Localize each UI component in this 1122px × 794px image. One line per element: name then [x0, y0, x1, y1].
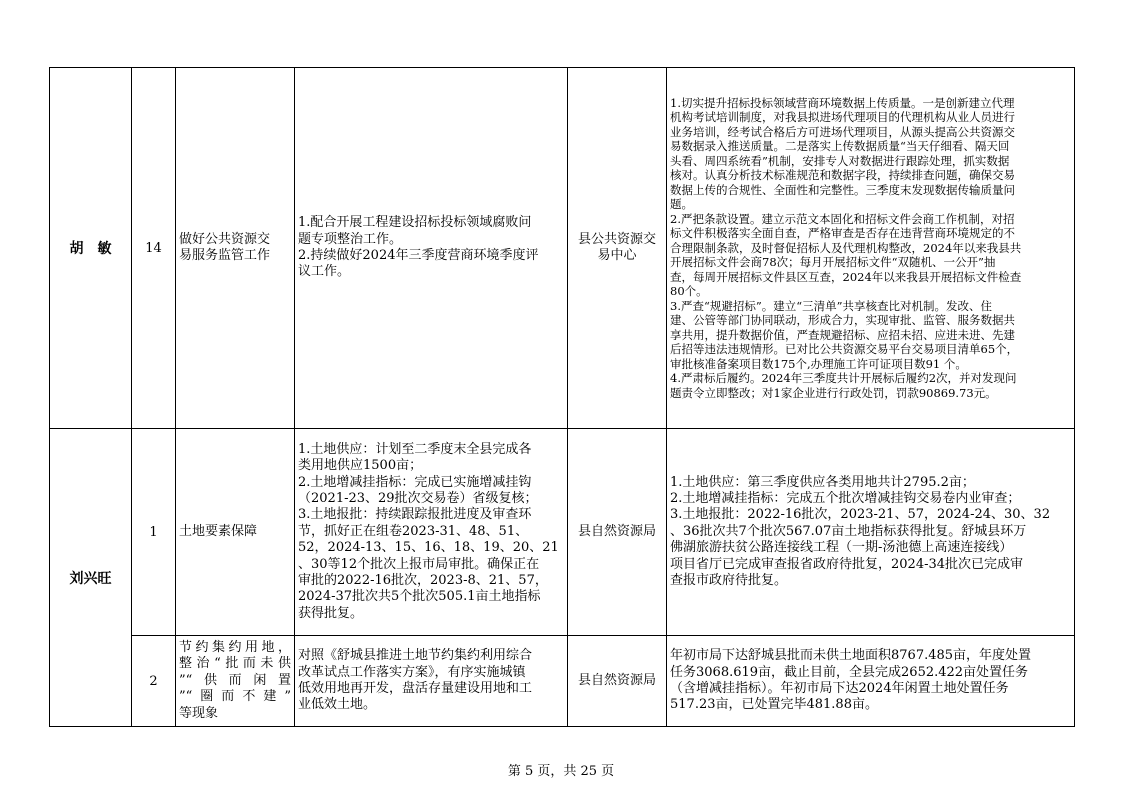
text-line: 4.严肃标后履约。2024年三季度共计开展标后履约2次，并对发现问 — [670, 371, 1017, 386]
progress-status — [667, 636, 1075, 727]
table-row — [50, 636, 1075, 727]
text-line: 后招等违法违规情形。已对比公共资源交易平台交易项目清单65个， — [670, 342, 1019, 357]
work-content — [295, 636, 568, 727]
text-line: 、36批次共7个批次567.07亩土地指标获得批复。舒城县环万 — [670, 523, 1027, 539]
text-line: 节，抓好正在组卷2023-31、48、51、 — [298, 523, 529, 539]
person-name: 刘兴旺 — [50, 429, 132, 727]
text-line: 易数据录入推送质量。二是落实上传数据质量“当天仔细看、隔天回 — [670, 139, 1010, 154]
text-line: 对照《舒城县推进土地节约集约利用综合 — [298, 648, 533, 664]
text-line: 1.配合开展工程建设招标投标领域腐败问 — [298, 215, 532, 231]
text-line: 做好公共资源交 — [179, 231, 271, 247]
item-number: 14 — [132, 68, 176, 429]
work-table — [49, 67, 1075, 727]
progress-status — [667, 429, 1075, 636]
text-line: 县公共资源交 — [577, 232, 656, 247]
table-row — [50, 68, 1075, 429]
text-line: 1.切实提升招标投标领域营商环境数据上传质量。一是创新建立代理 — [670, 95, 1015, 110]
text-line: 2.土地增减挂指标：完成五个批次增减挂钩交易卷内业审查； — [670, 490, 1021, 506]
text-line: 80个。 — [670, 284, 708, 299]
item-number: 2 — [132, 636, 176, 727]
text-line: （2021-23、29批次交易卷）省级复核； — [298, 490, 538, 506]
text-line: 题。 — [670, 197, 693, 212]
progress-status — [667, 68, 1075, 429]
text-line: 查报市政府待批复。 — [670, 573, 788, 589]
text-line: 易中心 — [597, 248, 637, 263]
text-line: 审批的2022-16批次，2023-8、21、57， — [298, 573, 548, 589]
text-line: 3.严查“规避招标”。建立“三清单”共享核查比对机制。发改、住 — [670, 298, 992, 313]
page-footer: 第 5 页，共 25 页 — [507, 764, 615, 779]
text-line: 低效用地再开发，盘活存量建设用地和工 — [298, 681, 533, 696]
text-line: 节约集约用地， — [179, 639, 291, 655]
text-line: 业低效土地。 — [298, 697, 377, 713]
text-line: 3.土地报批：2022-16批次，2023-21、57，2024-24、30、32 — [670, 507, 1051, 523]
text-line: 开展招标文件会商78次；每月开展招标文件“双随机、一公开”抽 — [670, 255, 996, 270]
text-line: 等现象 — [179, 705, 219, 721]
text-line: 2.土地增减挂指标：完成已实施增减挂钩 — [298, 474, 532, 490]
text-line: 议工作。 — [298, 264, 351, 280]
task-name — [176, 68, 295, 429]
text-line: 3.土地报批：持续跟踪报批进度及审查环 — [298, 507, 532, 523]
text-line: ”“供而闲置 — [179, 672, 291, 688]
table-row — [50, 429, 1075, 636]
text-line: 合理限制条款，及时督促招标人及代理机构整改，2024年以来我县共 — [670, 240, 1022, 255]
text-line: 项目省厅已完成审查报省政府待批复，2024-34批次已完成审 — [670, 556, 1024, 572]
responsible-unit — [568, 429, 667, 636]
text-line: 1.土地供应：第三季度供应各类用地共计2795.2亩； — [670, 474, 975, 490]
text-line: 52，2024-13、15、16、18、19、20、21 — [298, 540, 559, 556]
text-line: 任务3068.619亩，截止目前，全县完成2652.422亩处置任务 — [670, 664, 1029, 680]
text-line: 1.土地供应：计划至二季度末全县完成各 — [298, 441, 532, 457]
text-line: 类用地供应1500亩； — [298, 458, 423, 474]
text-line: 建、公管等部门协同联动，形成合力，实现审批、监管、服务数据共 — [670, 313, 1015, 328]
text-line: 查，每周开展招标文件县区互查，2024年以来我县开展招标文件检查 — [670, 269, 1022, 284]
text-line: （含增减挂指标）。年初市局下达2024年闲置土地处置任务 — [670, 681, 1009, 696]
person-name: 胡 敏 — [50, 68, 132, 429]
text-line: 年初市局下达舒城县批而未供土地面积8767.485亩，年度处置 — [670, 648, 1032, 664]
text-line: 机构考试培训制度，对我县拟进场代理项目的代理机构从业人员进行 — [670, 110, 1015, 125]
text-line: 2.严把条款设置。建立示范文本固化和招标文件会商工作机制，对招 — [670, 211, 1015, 226]
text-line: 2.持续做好2024年三季度营商环境季度评 — [298, 248, 539, 263]
task-name — [176, 636, 295, 727]
item-number: 1 — [132, 429, 176, 636]
text-line: 获得批复。 — [298, 605, 364, 621]
text-line: 土地要素保障 — [179, 523, 258, 539]
text-line: 享共用，提升数据价值，严查规避招标、应招未招、应进未进、先建 — [670, 327, 1015, 342]
text-line: 头看、周四系统看”机制，安排专人对数据进行跟踪处理，抓实数据 — [670, 153, 1010, 168]
text-line: 审批核准备案项目数175个,办理施工许可证项目数91 个。 — [670, 356, 967, 371]
text-line: 业务培训，经考试合格后方可进场代理项目，从源头提高公共资源交 — [670, 124, 1015, 139]
text-line: 县自然资源局 — [577, 673, 656, 688]
text-line: 题责令立即整改；对1家企业进行行政处罚，罚款90869.73元。 — [670, 385, 997, 400]
responsible-unit — [568, 636, 667, 727]
work-content — [295, 68, 568, 429]
text-line: 517.23亩，已处置完毕481.88亩。 — [670, 697, 878, 713]
task-name — [176, 429, 295, 636]
text-line: 数据上传的合规性、全面性和完整性。三季度末发现数据传输质量问 — [670, 182, 1015, 197]
text-line: 题专项整治工作。 — [298, 231, 403, 247]
text-line: 核对。认真分析技术标准规范和数据字段，持续排查问题，确保交易 — [670, 168, 1015, 183]
text-line: 标文件积极落实全面自查，严格审查是否存在违背营商环境规定的不 — [670, 226, 1015, 241]
text-line: 整治“批而未供 — [179, 656, 291, 672]
text-line: 易服务监管工作 — [179, 248, 271, 263]
text-line: 2024-37批次共5个批次505.1亩土地指标 — [298, 589, 541, 605]
text-line: 改革试点工作落实方案》，有序实施城镇 — [298, 664, 526, 680]
work-content — [295, 429, 568, 636]
text-line: 县自然资源局 — [577, 524, 656, 539]
text-line: 、30等12个批次上报市局审批。确保正在 — [298, 556, 540, 572]
responsible-unit — [568, 68, 667, 429]
text-line: ”“圈而不建” — [179, 689, 291, 705]
text-line: 佛湖旅游扶贫公路连接线工程（一期-汤池德上高速连接线） — [670, 540, 1013, 556]
